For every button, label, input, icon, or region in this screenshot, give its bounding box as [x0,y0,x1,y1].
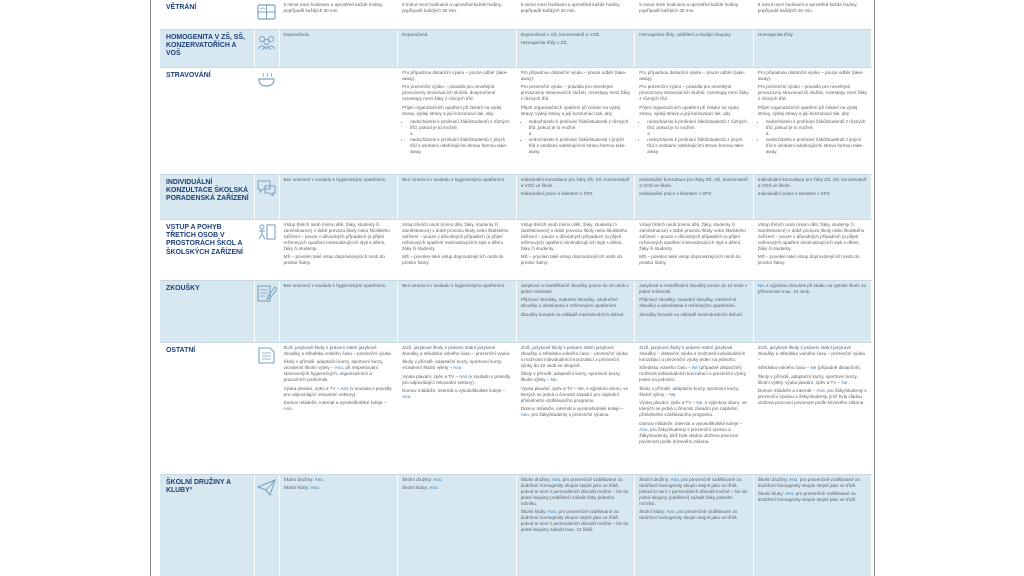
data-cell [516,474,635,576]
cell-text-run: (v souladu s pravidly pro odpovídající relevantní sektory). [402,373,511,385]
data-cell [516,280,635,342]
cell-paragraph [284,485,394,491]
cell-paragraph [758,365,868,371]
pencil-paper-icon [256,284,277,302]
cell-paragraph [758,283,868,295]
cell-paragraph: 5 minut mezi hodinami a uprostřed každé hodiny, popřípadě každých 30 min. [283,2,384,13]
status-keyword: Ano [784,491,794,496]
row-vstup [160,219,872,280]
data-cell [516,29,635,67]
status-keyword: Ne [669,391,676,397]
cell-paragraph [521,406,631,418]
data-cell [398,474,517,576]
data-cell [279,474,398,576]
cell-text-run: Domov mládeže, internát a vysokoškolské koleje – [520,406,624,411]
row-icon-cell [254,67,279,174]
cell-text-run: Domov mládeže, internát a vysokoškolské koleje – [402,388,505,393]
data-cell [635,474,754,576]
chat-bubble-icon [256,178,277,196]
data-cell [635,342,754,474]
data-cell [635,280,754,342]
cell-text-run: Domov mládeže a internát – [757,388,817,393]
data-cell [635,67,754,174]
cell-paragraph [284,400,394,412]
status-keyword: Ne [550,377,557,382]
cell-text-run: . [318,485,321,490]
data-cell [516,174,635,219]
cell-text-run: , pro žáky/studenty s prezenční výukou. [528,412,610,417]
cell-text-run: Školní kluby: [402,485,430,490]
row-label: ŠKOLNÍ DRUŽINY A KLUBY³ [160,474,254,576]
status-keyword: Ano [453,365,462,370]
status-keyword: Ne [577,385,584,391]
cell-paragraph [402,374,512,386]
status-keyword: Ne [691,365,698,370]
cell-paragraph: Zkoušky konané na základě mezinárodních dohod. [520,311,625,317]
cell-text-run: . [410,394,412,399]
cell-paragraph: Jazykové a nostrifikační zkoušky pouze do 10 osob v jedné místnosti. [520,282,629,294]
row-label: STRAVOVÁNÍ [160,67,254,174]
cell-paragraph [639,365,749,383]
cell-text-run: , pro žáky/studenty s prezenční výukou a žáky/studenty, jimž byla vládou uložena pracovní povinnost podle krizového zákona. [639,426,739,444]
status-keyword: Ano [340,385,349,391]
data-cell [516,0,635,29]
cell-bullet-list [521,119,631,155]
data-cell [279,29,398,67]
cell-paragraph: Vstup třetích osob (mimo děti, žáky, studenty či zaměstnance) v době provozu školy nebo školského zařízení – pouze v důvodných případech (a přijetí režimových opatření minimalizujících styk s dětmi, žáky či studenty. [402,221,509,251]
status-keyword: Ano [429,485,438,490]
row-icon-cell [254,0,279,29]
cell-text-run: Školní kluby: [520,509,548,514]
data-cell [398,174,517,219]
cell-paragraph: ZUŠ, jazykové školy s právem státní jazykové zkoušky a střediska volného času – prezenční výuka. [283,344,392,356]
cell-paragraph: Individuální práce s klientem v ŠPZ. [639,191,713,196]
cell-paragraph: MŠ – povolen také vstup doprovázejících osob do prostor šatny. [520,254,623,265]
cell-paragraph [758,388,868,406]
cell-paragraph: Pro případnou distanční výuku – pouze odběr (take-away). [639,69,746,81]
bullet-item: a [765,131,769,136]
status-keyword: Ano [433,476,442,482]
data-cell [635,29,754,67]
cell-paragraph: Zkoušky konané na základě mezinárodních dohod. [639,311,743,317]
data-cell [398,280,517,342]
cell-text-run: . [847,379,849,385]
bullet-item: a [528,131,532,136]
cell-bullet-list [758,119,868,155]
cell-paragraph: Bez omezení v souladu s hygienickými opatřeními. [402,176,506,182]
status-keyword: Ano [314,476,323,482]
cell-paragraph [402,359,512,371]
status-keyword: Ano [670,476,679,482]
status-keyword: Ano [334,365,343,370]
window-icon [256,3,277,21]
data-cell [635,0,754,29]
cell-paragraph: Bez omezení v souladu s hygienickými opatřeními. [283,282,387,288]
data-cell [516,219,635,280]
row-homogenita [160,29,872,67]
cell-paragraph: Homogenita třídy, oddělení a studijní skupiny. [639,31,732,37]
data-cell [398,67,517,174]
cell-text-run: Školní družiny: [402,476,434,482]
row-druziny [160,474,872,576]
cell-paragraph [402,485,512,491]
measures-table [160,0,872,576]
cell-paragraph: Doporučená v SŠ, konzervatoři a VOŠ. [520,31,601,37]
data-cell [753,67,872,174]
status-keyword: Ano [402,394,411,399]
cell-paragraph [284,386,394,398]
page-edge-right [874,0,875,576]
cell-text-run: Školy v přírodě, adaptační kurzy, sportovní kurzy, školní výlety – [520,371,621,382]
cell-paragraph [639,421,749,445]
status-keyword: Ano [547,509,556,514]
status-keyword: Ano [789,476,798,482]
cell-text-run: (případně distančně). [816,365,862,370]
row-label: VĚTRÁNÍ [160,0,254,29]
cell-text-run: Školní družiny: [520,476,552,482]
cell-text-run: . [322,476,325,482]
cell-text-run: Školy v přírodě, adaptační kurzy, sportovní kurzy, vícedenní školní výlety – [283,359,384,370]
data-cell [398,342,517,474]
row-label: ZKOUŠKY [160,280,254,342]
cell-text-run: , při respektování stanovených hygienických, organizačních a provozních podmínek. [283,365,379,382]
cell-text-run: , pro žáky/studenty s prezenční výukou a žáky/studenty, jimž byla vládou uložena pracovní povinnost podle krizového zákona. [757,388,867,405]
data-cell [753,474,872,576]
cell-text-run: Domov mládeže, internát a vysokoškolské koleje – [283,400,387,405]
row-label: OSTATNÍ [160,342,254,474]
cell-paragraph [521,371,631,383]
data-cell [753,280,872,342]
cell-bullet-list [639,119,749,155]
cell-paragraph: Doporučená. [402,31,429,37]
row-icon-cell [254,474,279,576]
cell-paragraph [639,386,749,398]
cell-text-run: , s výjimkou oboru, ve kterých se jedná o činnosti zásadní pro naplnění příslušného vzdělávacího programu. [639,400,747,417]
bullet-item: a [410,131,413,136]
cell-paragraph: Bez omezení v souladu s hygienickými opatřeními. [402,282,506,288]
cell-text-run: Výuka plavání, zpěv a TV – [402,373,459,379]
bullet-item: • nedocházelo k prolínání žáků/studentů z různých tříd, pokud je to možné, [529,119,631,131]
cell-text-run: Školy v přírodě, adaptační kurzy, sportovní kurzy, školní výlety – [639,385,740,397]
cell-text-run: Výuka plavání, zpěv a TV – [520,385,578,391]
row-icon-cell [254,174,279,219]
row-label: INDIVIDUÁLNÍ KONZULTACE ŠKOLSKÁ PORADENSKÁ ZAŘÍZENÍ [160,174,254,219]
cell-paragraph: Pro prezenční výuku – pravidla pro nevefejné provozovny stravovacích služeb, dosprurčené rozestupy mezi žáky z různých tříd. [402,84,496,101]
cell-paragraph: Pro prezenční výuku – pravidla pro nevefejné provozovny stravovacích služeb, rozestupy mezi žáky z různých tříd. [757,84,868,101]
data-cell [279,0,398,29]
cell-text-run: . [675,391,677,397]
cell-bullet-list [402,119,512,155]
cell-paragraph: Pro případnou distanční výuku – pouze odběr (take-away). [402,69,508,81]
data-cell [398,0,517,29]
cell-paragraph: Přijetí organizačních opatření při čekání na výdej stravy, výdeji stravy a její konzumaci tak, aby [520,104,621,116]
row-ostatni [160,342,872,474]
cell-text-run: . [291,406,293,411]
cell-paragraph: ZUŠ, jazykové školy s právem státní jazykové zkoušky a střediska volného času – prezenční výuka – [757,344,865,362]
cell-text-run: , pro prezenčně vzdělávané za dodržení homogenity skupin stejné jako ve třídě, pokud to není z personálních důvodů možné – lze do jedné skupiny zařadit max. 10 žáků. [520,509,629,532]
cell-paragraph [284,359,394,383]
row-stravovani [160,67,872,174]
row-label: HOMOGENITA V ZŠ, SŠ, KONZERVATOŘÍCH A VOŠ [160,29,254,67]
document-page [160,0,872,576]
data-cell [279,67,398,174]
cell-paragraph: MŠ – povolen také vstup doprovázejících osob do prostor šatny. [639,254,741,265]
cell-paragraph [639,509,749,521]
bullet-item: • nedocházelo k prolínání žáků/studentů z jiných tříd s osobami odebírajícími stravu formou take-away. [766,137,868,155]
cell-paragraph: ZUŠ, jazykové školy s právem státní jazykové zkoušky a střediska volného času – prezenční výuka s možností individuálních konzultací a prezenční výuky do 10 osob ve skupině. [520,344,628,368]
status-keyword: Ano [639,426,648,432]
bullet-item: • nedocházelo k prolínání žáků/studentů z jiných tříd s osobami odebírajícími stravu formou take-away. [647,137,749,155]
status-keyword: Ano [666,509,675,514]
bullet-item: • nedocházelo k prolínání žáků/studentů z různých tříd, pokud je to možné, [410,119,512,131]
data-cell [398,219,517,280]
cell-text-run: , s výjimkou oboru, ve kterých se jedná o činnosti zásadní pro naplnění příslušného vzdělávacího programu. [520,385,629,403]
status-keyword: Ne [810,365,817,370]
cell-paragraph [639,400,749,418]
cell-text-run: . [556,377,558,382]
cell-paragraph: Pro prezenční výuku – pravidla pro nevefejné provozovny stravovacích služeb, rozestupy mezi žáky z různých tříd. [639,84,749,101]
cell-paragraph [639,477,749,507]
cell-paragraph [521,386,631,404]
cell-paragraph: Individuální práce s klientem v ŠPZ. [757,191,831,196]
status-keyword: Ne [696,400,703,405]
data-cell [279,342,398,474]
data-cell [279,280,398,342]
paper-plane-icon [256,478,277,496]
bullet-item: • nedocházelo k prolínání žáků/studentů z různých tříd, pokud je to možné, [766,119,868,131]
row-icon-cell [254,219,279,280]
cell-text-run: Školní družiny: [639,476,671,482]
cell-paragraph: MŠ – povolen také vstup doprovázejících osob do prostor šatny. [402,254,504,265]
cell-paragraph [402,477,512,483]
cell-paragraph [402,388,512,400]
cell-text-run: Školní družiny: [283,476,315,482]
data-cell [516,342,635,474]
cell-text-run: . [461,365,463,370]
row-zkousky [160,280,872,342]
cell-paragraph: 5 minut mezi hodinami a uprostřed každé hodiny, popřípadě každých 30 min. [402,2,502,13]
cell-paragraph: Pro případnou distanční výuku – pouze odběr (take-away). [757,69,864,81]
cell-paragraph: Vstup třetích osob (mimo děti, žáky, studenty či zaměstnance) v době provozu školy nebo školského zařízení – pouze v důvodných případech (a přijetí režimových opatření minimalizujících styk s dětmi, žáky či studenty. [757,221,865,251]
cell-paragraph [521,509,631,533]
cell-text-run: Domov mládeže, internát a vysokoškolské koleje – [639,420,743,426]
data-cell [753,0,872,29]
cell-paragraph: Vstup třetích osob (mimo děti, žáky, studenty či zaměstnance) v době provozu školy nebo školského zařízení – pouze v důvodných případech (a přijetí režimových opatření minimalizujících styk s dětmi, žáky či studenty. [639,221,746,251]
cell-paragraph: Individuální konzultace pro žáky ZŠ, SŠ, konzervatoří a VOŠ ve škole. [757,176,867,188]
status-keyword: Ano [551,476,561,482]
cell-text-run: Školy v přírodě, adaptační kurzy, sportovní kurzy, školní výlety, výuka plavání, zpěv a TV – [757,373,858,385]
measures-table-body [160,0,872,576]
cell-text-run: Školy v přírodě, adaptační kurzy, sportovní kurzy, vícedenní školní výlety – [402,359,503,370]
person-door-icon [256,223,277,241]
cell-text-run: (v souladu s pravidly pro odpovídající relevantní sektory). [283,385,392,397]
data-cell [635,174,754,219]
row-vetrani [160,0,872,29]
bullet-item: • nedocházelo k prolínání žáků/studentů z různých tříd, pokud je to možné, [647,119,749,131]
cell-text-run: , s výjimkou zkoušek při studiu na vysoké škole za přítomnosti max. 10 osob. [757,282,866,294]
cell-text-run: Výuka plavání, zpěv a TV – [283,385,341,391]
row-icon-cell [254,29,279,67]
cell-text-run: , pro prezenčně vzdělávané za dodržení homogenity skupin stejné jako ve třídě. [757,491,857,502]
row-icon-cell [254,342,279,474]
cell-text-run: Školní kluby: [639,509,667,514]
cell-text-run: Střediska volného času – [639,365,692,370]
cell-paragraph: 5 minut mezi hodinami a uprostřed každé hodiny, popřípadě každých 30 min. [639,2,740,13]
cell-paragraph: 5 minut mezi hodinami a uprostřed každé hodiny, popřípadě každých 30 min. [757,2,858,13]
cell-paragraph: Homogenita třídy v ZŠ. [520,40,568,45]
cell-paragraph: Přijetí organizačních opatření při čekání na výdej stravy, výdeji stravy a její konzumaci tak, aby [757,104,858,116]
cell-text-run: . [437,485,439,490]
data-cell [753,342,872,474]
cell-paragraph: Individuální práce s klientem v ŠPZ. [520,191,594,196]
cell-paragraph: Homogenita třídy. [757,31,794,37]
cell-paragraph: ZUŠ, jazykové školy s právem státní jazykové zkoušky a střediska volného času – prezenční výuka. [402,344,511,356]
cell-paragraph [758,491,868,503]
cell-paragraph: Doporučená. [283,31,310,37]
cell-paragraph: Přijetí organizačních opatření při čekání na výdej stravy, výdeji stravy a její konzumaci tak, aby [639,104,739,116]
data-cell [398,29,517,67]
cell-paragraph [758,477,868,489]
data-cell [753,174,872,219]
cell-text-run: Školní kluby: [283,485,311,490]
status-keyword: Ano [458,373,468,379]
bullet-item: • nedocházelo k prolínání žáků/studentů z jiných tříd s osobami odebírajícími stravu formou take-away. [410,137,512,155]
cell-text-run: Školní družiny: [757,476,790,482]
cell-paragraph: MŠ – povolen také vstup doprovázejících osob do prostor šatny. [283,254,385,265]
cell-paragraph: Bez omezení v souladu s hygienickými opatřeními. [283,176,387,182]
status-keyword: Ano [283,406,292,411]
cell-paragraph: Přijetí organizačních opatření při čekání na výdej stravy, výdeji stravy a její konzumaci tak, aby [402,104,502,116]
status-keyword: Ne [841,379,848,385]
cell-paragraph [758,374,868,386]
cell-text-run: . [441,476,443,482]
status-keyword: Ano [310,485,319,490]
cell-paragraph: Individuální konzultace pro žáky ZŠ, SŠ, konzervatoří a VOŠ ve škole. [520,176,630,188]
cell-text-run: Školní kluby: [757,491,785,496]
group-icon [256,33,277,51]
data-cell [753,29,872,67]
bullet-item: • nedocházelo k prolínání žáků/studentů z jiných tříd s osobami odebírajícími stravu formou take-away. [529,137,631,155]
status-keyword: Ne [757,282,764,288]
data-cell [279,219,398,280]
cell-text-run: , pro prezenčně vzdělávané za dodržení homogenity skupin stejné jako ve třídě, pokud to není z personálních důvodů možné – lze do jedné skupiny (oddělení) zařadit žáky jednoho ročníku. [520,476,629,506]
data-cell [635,219,754,280]
row-icon-cell [254,280,279,342]
cell-paragraph: Vstup třetích osob (mimo děti, žáky, studenty či zaměstnance) v době provozu školy nebo školského zařízení – pouze v důvodných případech (a přijetí režimových opatření minimalizujících styk s dětmi, žáky či studenty. [283,221,390,251]
row-label: VSTUP A POHYB TŘETÍCH OSOB V PROSTORÁCH ŠKOL A ŠKOLSKÝCH ZAŘÍZENÍ [160,219,254,280]
cell-paragraph: Přijímací zkoušky, maturitní zkoušky, závěrečné zkoušky a absolutoria s režimovými opatřeními. [639,297,737,308]
status-keyword: Ano [520,412,529,417]
cell-paragraph: Jazykové a nostrifikační zkoušky pouze do 10 osob v jedné místnosti. [639,282,748,294]
cell-paragraph: Pro případnou distanční výuku – pouze odběr (take-away). [520,69,627,81]
cell-paragraph: Vstup třetích osob (mimo děti, žáky, studenty či zaměstnance) v době provozu školy nebo školského zařízení – pouze v důvodných případech (a přijetí režimových opatření minimalizujících styk s dětmi, žáky či studenty. [520,221,628,251]
row-poradenstvi [160,174,872,219]
cell-paragraph: Pro prezenční výuku – pravidla pro nevefejné provozovny stravovacích služeb, rozestupy mezi žáky z různých tříd. [520,84,630,101]
cell-paragraph [521,477,631,507]
cell-text-run: , pro prezenčně vzdělávané za dodržení homogenity skupin stejné jako ve třídě. [639,509,738,520]
bullet-item: a [647,131,650,136]
cell-text-run: , pro prezenčně vzdělávané za dodržení homogenity skupin stejné jako ve třídě. [757,476,860,488]
status-keyword: Ano [816,388,825,393]
cell-paragraph: Individuální konzultace pro žáky ZŠ, SŠ, konzervatoří a VOŠ ve škole. [639,176,749,188]
cell-paragraph: ZUŠ, jazykové školy s právem státní jazykové zkoušky – distanční výuka s možností individuálních konzultací a prezenční výuky jeden na jednoho. [639,344,746,362]
data-cell [279,174,398,219]
cell-text-run: Střediska volného času – [757,365,811,370]
cell-text-run: Výuka plavání, zpěv a TV – [639,400,697,405]
cell-text-run: , pro prezenčně vzdělávané za dodržení homogenity skupin stejné jako ve třídě, pokud to není z personálních důvodů možné – lze do jedné skupiny (oddělení) zařadit žáky jednoho ročníku. [639,476,748,506]
cell-paragraph: MŠ – povolen také vstup doprovázejících osob do prostor šatny. [757,254,860,265]
data-cell [753,219,872,280]
cell-text-run: (případně distančně), možnost individuálních konzultací a prezenční výuky jeden na jednoho. [639,365,747,382]
page-edge-left [150,0,151,576]
document-list-icon [256,346,277,364]
cell-paragraph: 5 minut mezi hodinami a uprostřed každé hodiny, popřípadě každých 30 min. [520,2,621,13]
food-bowl-icon [256,71,277,89]
data-cell [516,67,635,174]
cell-paragraph: Přijímací zkoušky, maturitní zkoušky, závěrečné zkoušky a absolutoria s režimovými opatřeními. [520,297,618,308]
cell-paragraph [284,477,394,483]
